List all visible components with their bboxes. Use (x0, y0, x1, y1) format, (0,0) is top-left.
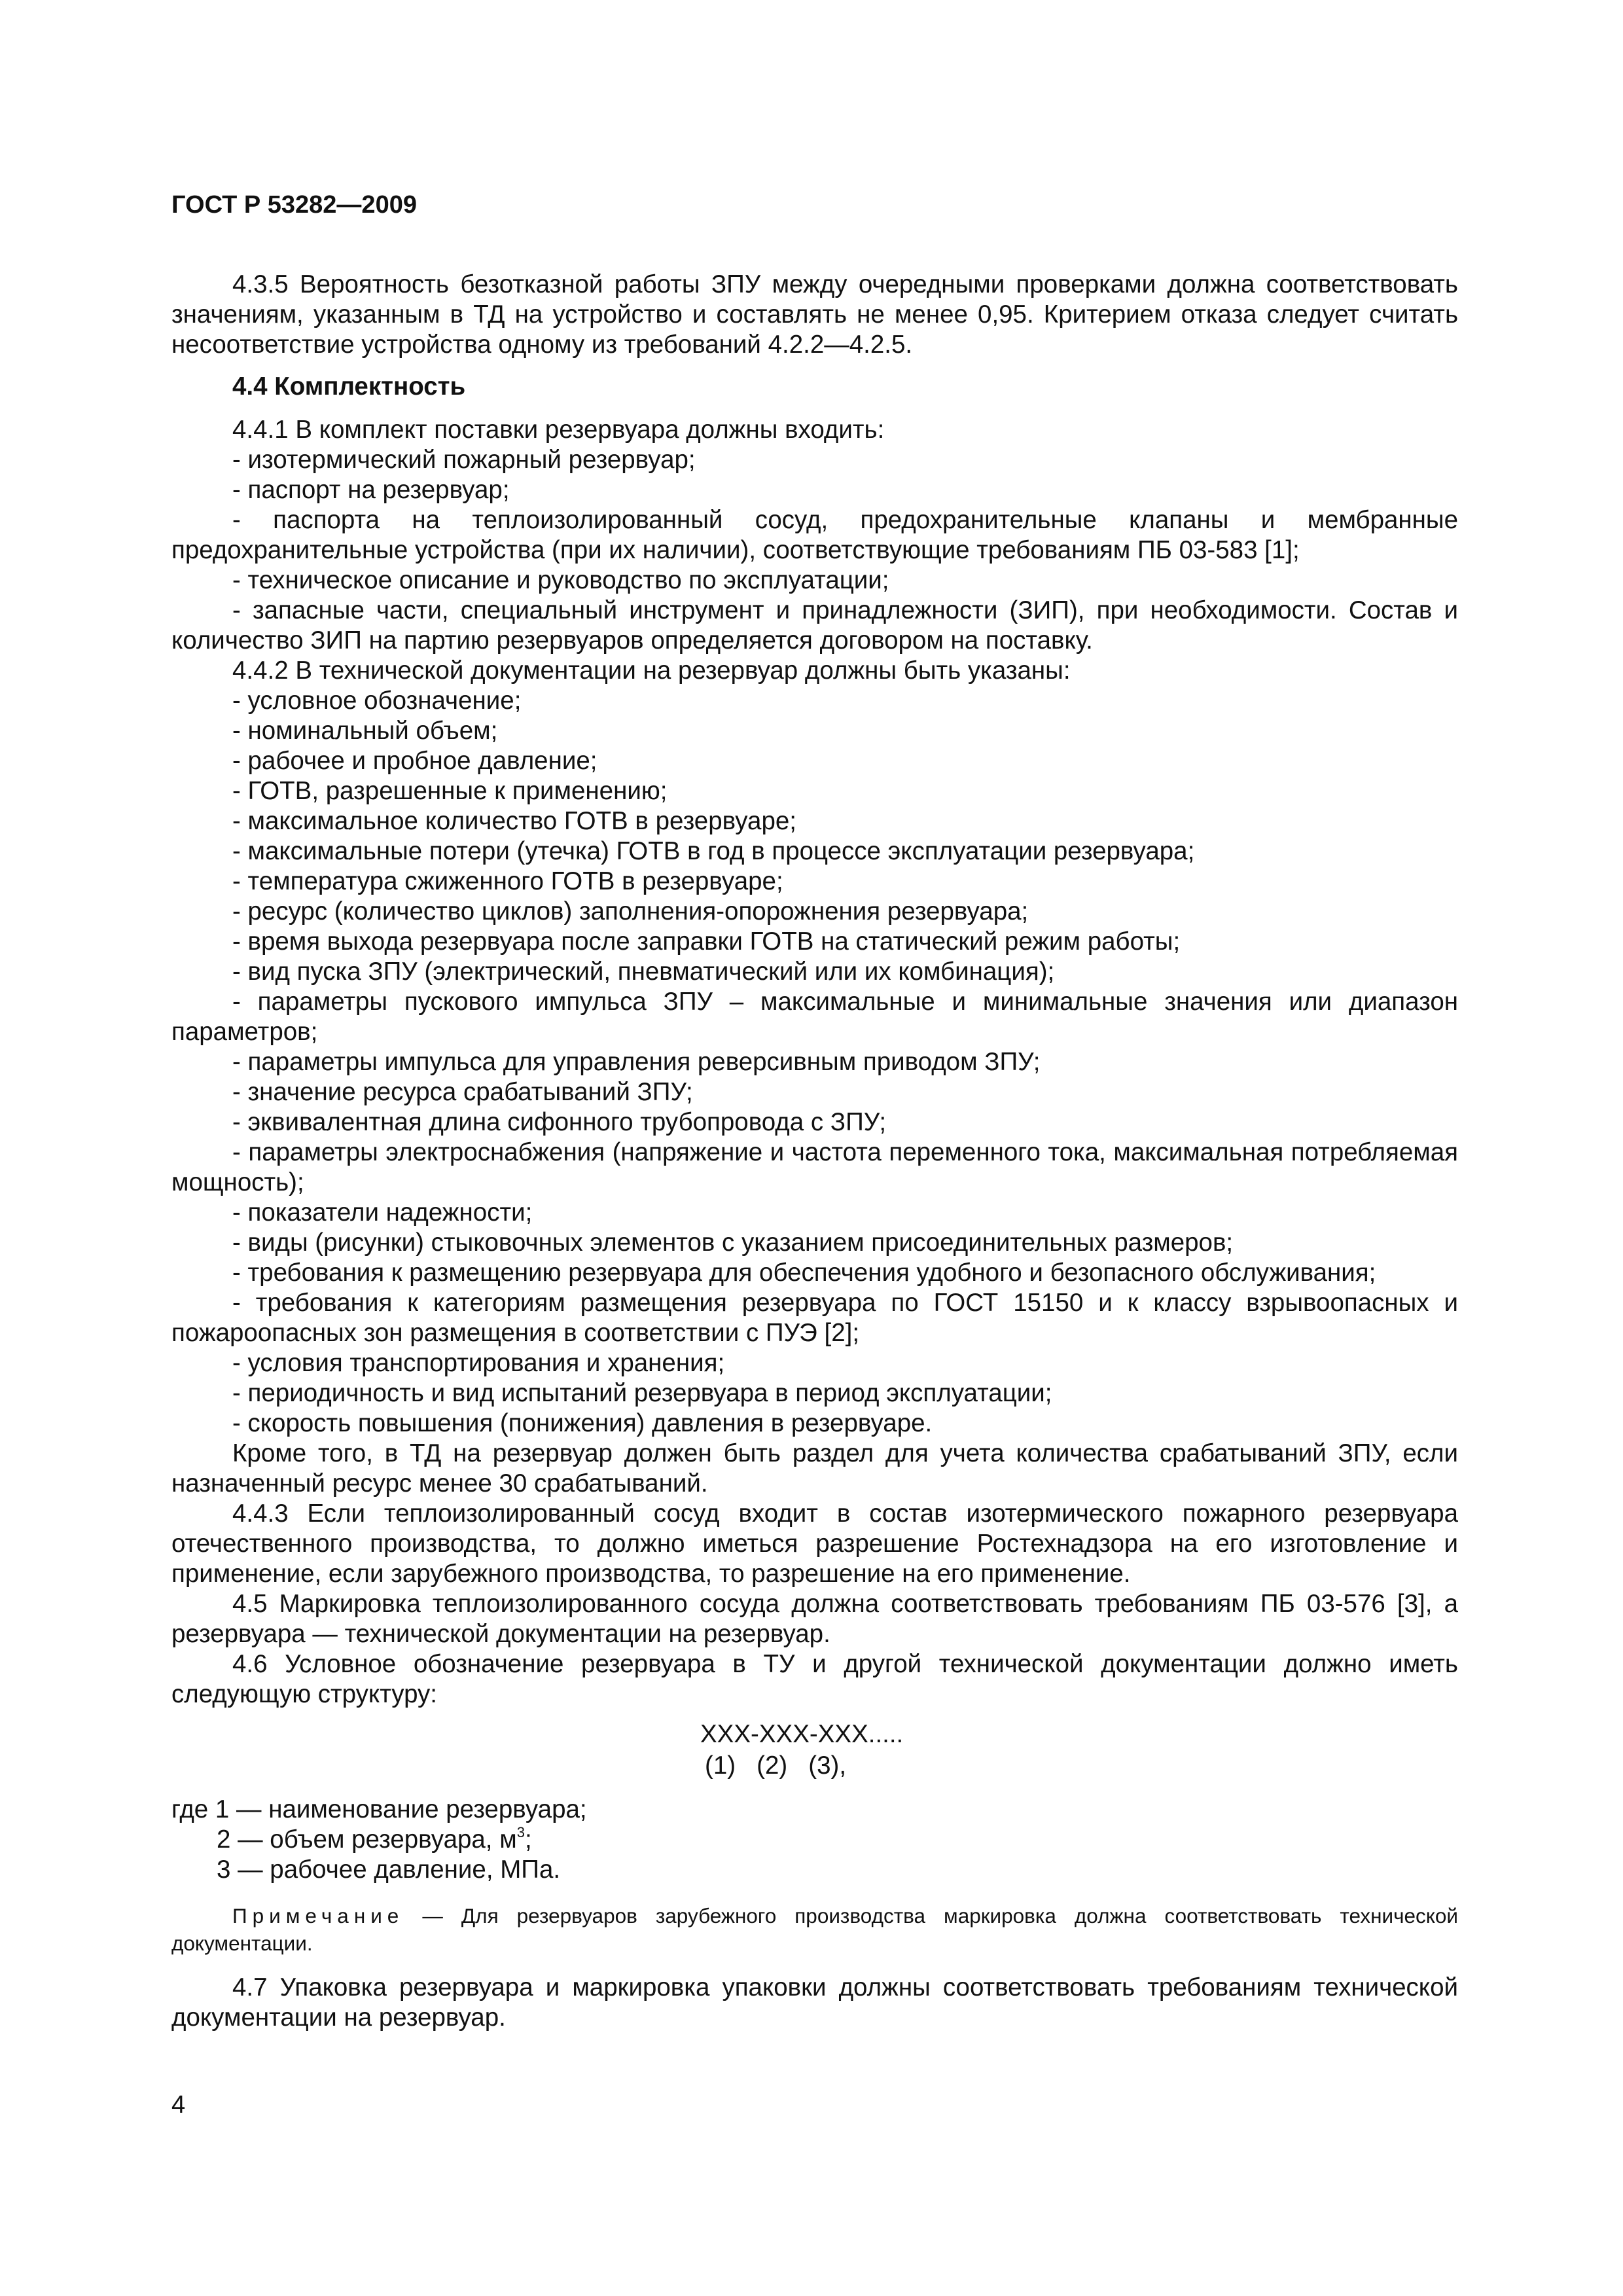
paragraph-4-5: 4.5 Маркировка теплоизолированного сосуда должна соответствовать требованиям ПБ 03-576 [3], а резервуара — технической документации на резервуар. (171, 1590, 1458, 1648)
legend-item-2-end: ; (524, 1825, 532, 1854)
document-page (171, 190, 1458, 2033)
list-item: - температура сжиженного ГОТВ в резервуаре; (232, 867, 783, 895)
designation-formula (171, 1719, 1458, 1782)
note-text: — Для резервуаров зарубежного производства маркировка должна соответствовать технической документации. (171, 1904, 1458, 1955)
list-item: - максимальные потери (утечка) ГОТВ в год в процессе эксплуатации резервуара; (232, 837, 1195, 865)
list-item: - значение ресурса срабатываний ЗПУ; (232, 1078, 693, 1106)
list-item: - периодичность и вид испытаний резервуара в период эксплуатации; (232, 1379, 1052, 1407)
list-item: - параметры импульса для управления реверсивным приводом ЗПУ; (232, 1048, 1041, 1076)
list-item: - вид пуска ЗПУ (электрический, пневматический или их комбинация); (232, 958, 1055, 986)
section-heading-4-4: 4.4 Комплектность (232, 372, 466, 401)
page-number: 4 (171, 2091, 186, 2119)
list-item: - скорость повышения (понижения) давления в резервуаре. (232, 1409, 933, 1437)
list-item: - виды (рисунки) стыковочных элементов с указанием присоединительных размеров; (232, 1229, 1234, 1257)
list-item: - условия транспортирования и хранения; (232, 1349, 725, 1377)
legend-item-2 (171, 1825, 1458, 1855)
list-item: - параметры пускового импульса ЗПУ – максимальные и минимальные значения или диапазон параметров; (171, 988, 1458, 1046)
paragraph-4-4-2-extra: Кроме того, в ТД на резервуар должен быть раздел для учета количества срабатываний ЗПУ, если назначенный ресурс менее 30 срабатываний. (171, 1439, 1458, 1498)
list-item: - максимальное количество ГОТВ в резервуаре; (232, 807, 796, 835)
list-item: - изотермический пожарный резервуар; (232, 446, 696, 474)
paragraph-4-3-5: 4.3.5 Вероятность безотказной работы ЗПУ между очередными проверками должна соответствовать значениям, указанным в ТД на устройство и составлять не менее 0,95. Критерием отказа следует считать несоответствие устройства одному из требований 4.2.2—4.2.5. (171, 270, 1458, 359)
list-item: - рабочее и пробное давление; (232, 747, 597, 775)
legend-item-3: 3 — рабочее давление, МПа. (217, 1856, 561, 1884)
list-item: - время выхода резервуара после заправки ГОТВ на статический режим работы; (232, 927, 1181, 956)
note-heading: Примечание (232, 1904, 404, 1928)
paragraph-4-4-3: 4.4.3 Если теплоизолированный сосуд входит в состав изотермического пожарного резервуара отечественного производства, то должно иметься разрешение Ростехнадзора на его изготовление и применение, если зарубежного производства, то разрешение на его применение. (171, 1499, 1458, 1588)
list-item: - ресурс (количество циклов) заполнения-опорожнения резервуара; (232, 897, 1029, 925)
list-item: - условное обозначение; (232, 687, 522, 715)
list-item: - паспорт на резервуар; (232, 476, 510, 504)
list-item: - номинальный объем; (232, 717, 498, 745)
formula-indices: (1) (2) (3), (705, 1751, 847, 1780)
document-header: ГОСТ Р 53282—2009 (171, 191, 417, 219)
list-item: - запасные части, специальный инструмент и принадлежности (ЗИП), при необходимости. Состав и количество ЗИП на партию резервуаров определяется договором на поставку. (171, 596, 1458, 655)
legend-item-2-superscript: 3 (516, 1824, 525, 1841)
list-item: - эквивалентная длина сифонного трубопровода с ЗПУ; (232, 1108, 887, 1136)
note (171, 1902, 1458, 1957)
legend-item-1: где 1 — наименование резервуара; (171, 1795, 587, 1823)
paragraph-4-4-2: 4.4.2 В технической документации на резервуар должны быть указаны: (232, 656, 1071, 685)
list-item: - техническое описание и руководство по эксплуатации; (232, 566, 889, 594)
list-item: - паспорта на теплоизолированный сосуд, предохранительные клапаны и мембранные предохранительные устройства (при их наличии), соответствующие требованиям ПБ 03-583 [1]; (171, 506, 1458, 564)
formula-pattern: ХХХ-ХХХ-ХХХ..... (700, 1720, 904, 1748)
paragraph-4-4-1: 4.4.1 В комплект поставки резервуара должны входить: (232, 416, 885, 444)
list-item: - ГОТВ, разрешенные к применению; (232, 777, 668, 805)
legend-item-2-text: 2 — объем резервуара, м (217, 1825, 517, 1854)
list-item: - требования к размещению резервуара для обеспечения удобного и безопасного обслуживания; (232, 1259, 1376, 1287)
list-item: - параметры электроснабжения (напряжение и частота переменного тока, максимальная потребляемая мощность); (171, 1138, 1458, 1196)
paragraph-4-7: 4.7 Упаковка резервуара и маркировка упаковки должны соответствовать требованиям технической документации на резервуар. (171, 1973, 1458, 2032)
list-item: - требования к категориям размещения резервуара по ГОСТ 15150 и к классу взрывоопасных и пожароопасных зон размещения в соответствии с ПУЭ [2]; (171, 1289, 1458, 1347)
paragraph-4-6: 4.6 Условное обозначение резервуара в ТУ и другой технической документации должно иметь следующую структуру: (171, 1650, 1458, 1708)
list-item: - показатели надежности; (232, 1198, 533, 1227)
